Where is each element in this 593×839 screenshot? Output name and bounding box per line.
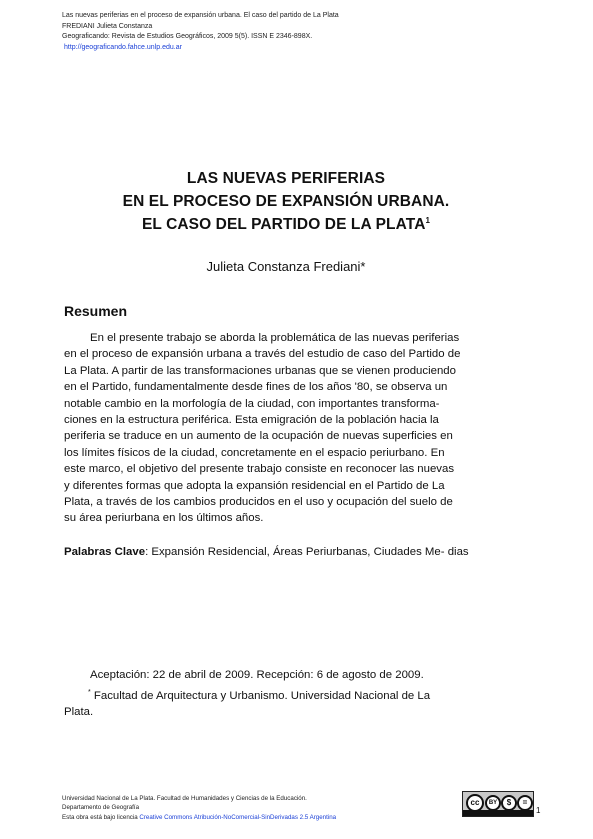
- header-journal: Geograficando: Revista de Estudios Geográficos, 2009 5(5). ISSN E 2346-898X.: [62, 33, 313, 41]
- cc-badge-strip: [463, 810, 533, 816]
- title-footnote-mark: 1: [425, 216, 431, 225]
- keywords-text-cont: dias: [447, 546, 469, 558]
- footer-university: Universidad Nacional de La Plata. Facultad de Humanidades y Ciencias de la Educación.: [62, 795, 307, 802]
- running-header: [62, 11, 339, 53]
- keywords: [64, 544, 512, 560]
- header-author: FREDIANI Julieta Constanza: [62, 22, 153, 30]
- bottom-footer: Universidad Nacional de La Plata. Facultad de Humanidades y Ciencias de la Educación. Departamento de Geografía Esta obra está bajo licencia Creative Commons Atribución-NoComercial-SinDerivadas 2.5 Argentina: [62, 795, 337, 821]
- cc-icon: cc: [466, 794, 484, 812]
- license-link[interactable]: Creative Commons Atribución-NoComercial-SinDerivadas 2.5 Argentina: [139, 813, 337, 821]
- cc-license-badge[interactable]: [462, 791, 534, 817]
- title-line-2: EN EL PROCESO DE EXPANSIÓN URBANA.: [122, 193, 450, 210]
- abstract-line: los límites físicos de la ciudad, concretamente en el espacio periurbano. En: [64, 446, 445, 459]
- abstract-line: periferia se traduce en un aumento de la ocupación de nuevas superficies en: [64, 430, 453, 443]
- abstract-line: en el proceso de expansión urbana a través del estudio de caso del Partido de: [64, 348, 461, 361]
- abstract-line: En el presente trabajo se aborda la problemática de las nuevas periferias: [90, 332, 460, 344]
- by-icon: BY: [485, 795, 501, 811]
- affiliation-note: * Facultad de Arquitectura y Urbanismo. Universidad Nacional de La Plata.: [64, 685, 512, 721]
- abstract-line: este marco, el objetivo del presente trabajo consiste en reconocer las nuevas: [64, 463, 455, 476]
- nd-icon: =: [517, 795, 533, 811]
- abstract-line: en el Partido, fundamentalmente desde fines de los años '80, se observa un: [64, 381, 448, 394]
- abstract-line: Plata, a través de los cambios producidos en el uso y ocupación del suelo de: [64, 496, 453, 509]
- journal-url-link[interactable]: http://geograficando.fahce.unlp.edu.ar: [64, 43, 182, 51]
- header-article-title: Las nuevas periferias en el proceso de expansión urbana. El caso del partido de La Plata: [62, 12, 339, 19]
- resumen-heading: Resumen: [64, 303, 128, 319]
- affiliation-mark: *: [88, 689, 91, 696]
- title-line-1: LAS NUEVAS PERIFERIAS: [186, 170, 386, 187]
- abstract-line: su área periurbana en los últimos años.: [64, 512, 264, 525]
- author-name: Julieta Constanza Frediani*: [206, 259, 366, 274]
- abstract-line: notable cambio en la morfología de la ciudad, con importantes transforma-: [64, 397, 440, 410]
- acceptance-note: Aceptación: 22 de abril de 2009. Recepción: 6 de agosto de 2009.: [90, 669, 424, 681]
- affiliation-cont: Plata.: [64, 706, 94, 719]
- abstract-paragraph: [64, 330, 512, 527]
- abstract-line: ciones en la estructura periférica. Esta emigración de la población hacia la: [64, 414, 439, 427]
- nc-icon: $: [501, 795, 517, 811]
- keywords-text: : Expansión Residencial, Áreas Periurbanas, Ciudades Me-: [145, 546, 445, 558]
- page-number: 1: [536, 806, 541, 815]
- abstract-line: y diferentes formas que adopta la expansión residencial en el Partido de La: [64, 479, 445, 492]
- abstract-line: La Plata. A partir de las transformaciones urbanas que se vienen produciendo: [64, 364, 456, 377]
- keywords-label: Palabras Clave: [64, 546, 146, 558]
- footer-department: Departamento de Geografía: [62, 804, 140, 812]
- title-line-3: EL CASO DEL PARTIDO DE LA PLATA$^1$: [141, 216, 431, 233]
